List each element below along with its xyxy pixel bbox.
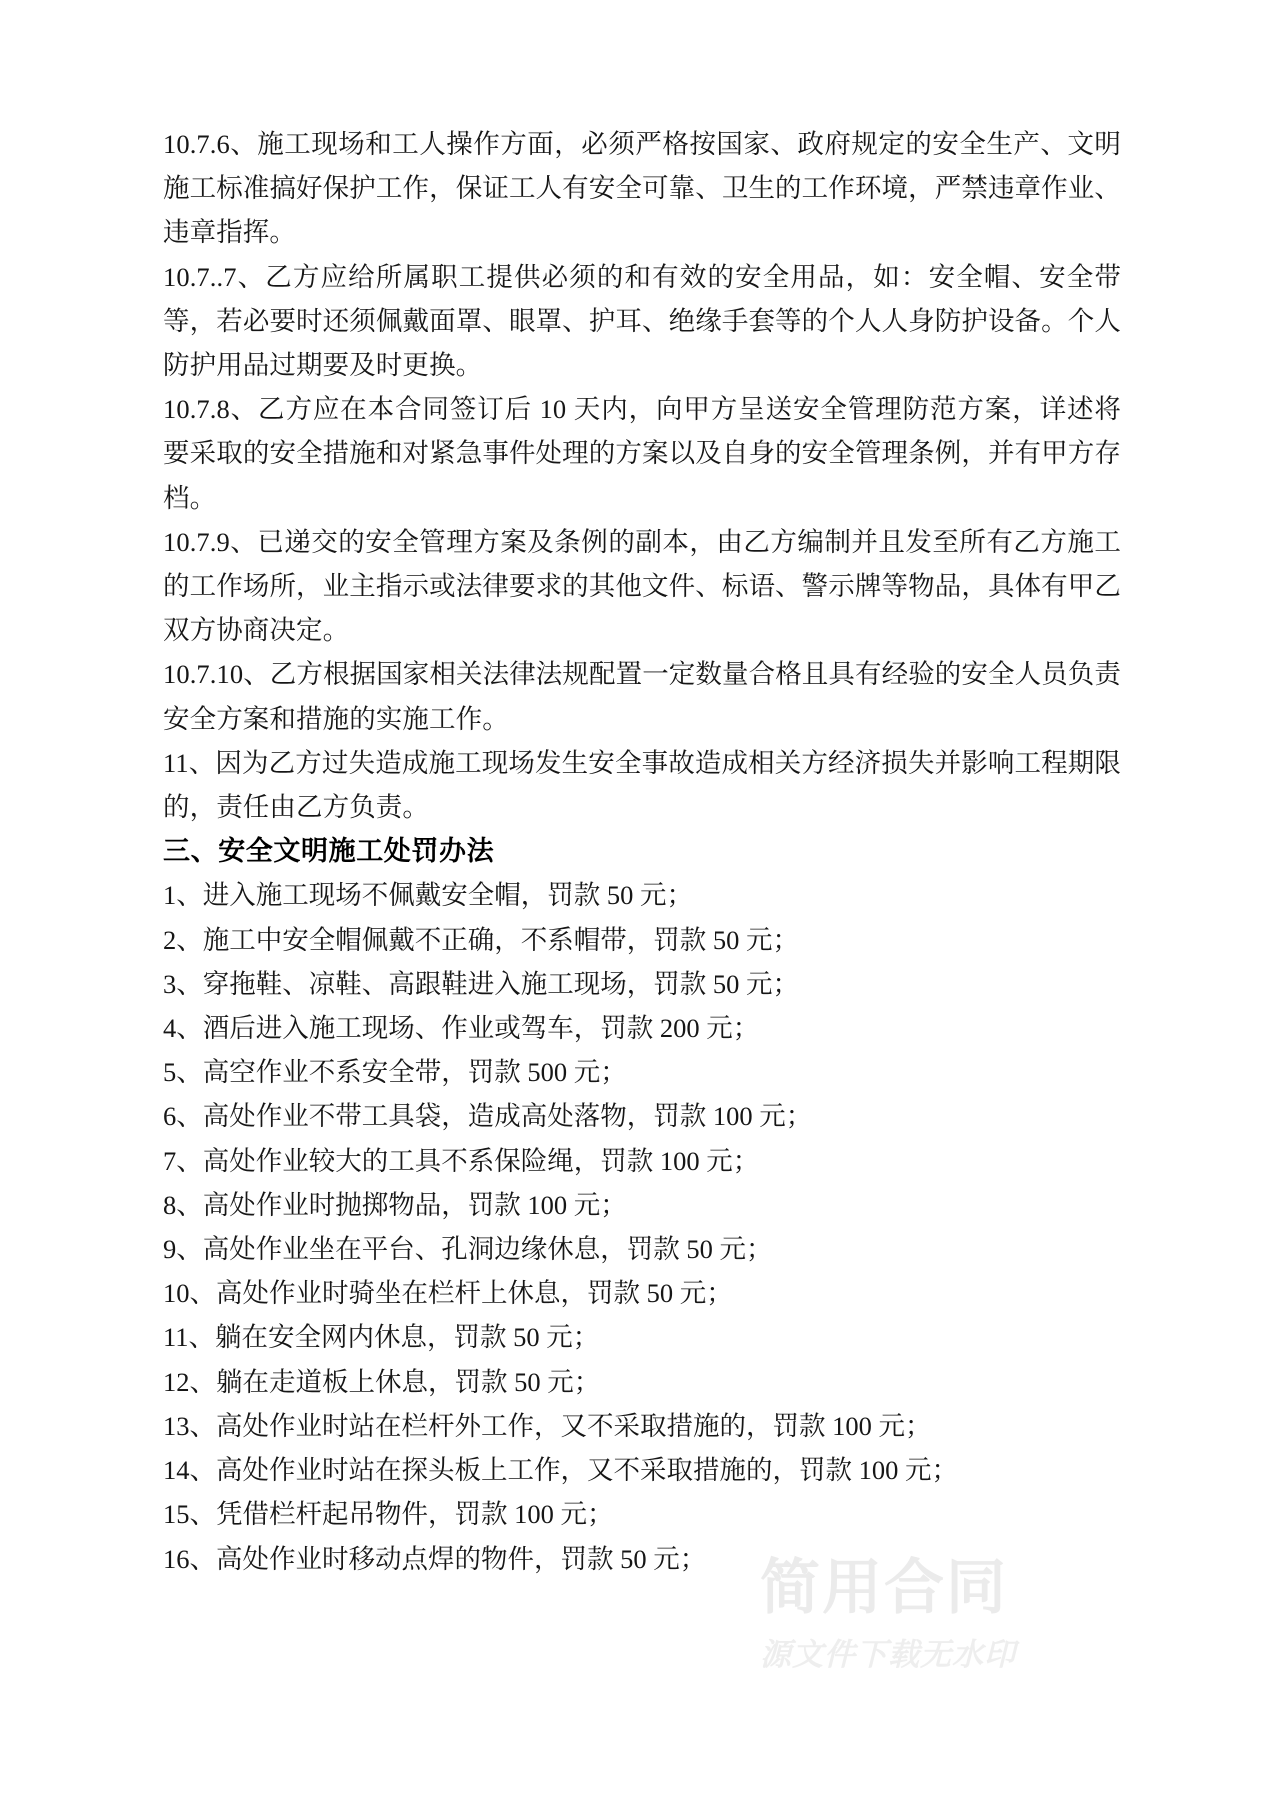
clause-paragraph: 10.7.8、乙方应在本合同签订后 10 天内，向甲方呈送安全管理防范方案，详述将要采取的安全措施和对紧急事件处理的方案以及自身的安全管理条例，并有甲方存档。 xyxy=(163,394,1121,513)
penalty-list-item: 11、躺在安全网内休息，罚款 50 元； xyxy=(163,1322,600,1353)
penalty-list-item: 3、穿拖鞋、凉鞋、高跟鞋进入施工现场，罚款 50 元； xyxy=(163,968,799,999)
penalty-list-item: 1、进入施工现场不佩戴安全帽，罚款 50 元； xyxy=(163,880,693,911)
penalty-list-item: 12、躺在走道板上休息，罚款 50 元； xyxy=(163,1366,601,1397)
document-body xyxy=(163,122,1121,1581)
watermark-brand-text: 简用合同 xyxy=(760,1554,1008,1621)
penalty-list-item: 5、高空作业不系安全带，罚款 500 元； xyxy=(163,1057,627,1088)
clause-paragraph: 10.7.9、已递交的安全管理方案及条例的副本，由乙方编制并且发至所有乙方施工的工作场所，业主指示或法律要求的其他文件、标语、警示牌等物品，具体有甲乙双方协商决定。 xyxy=(163,526,1121,646)
penalty-list-item: 13、高处作业时站在栏杆外工作，又不采取措施的，罚款 100 元； xyxy=(163,1410,932,1441)
clause-paragraph: 10.7.6、施工现场和工人操作方面，必须严格按国家、政府规定的安全生产、文明施工标准搞好保护工作，保证工人有安全可靠、卫生的工作环境，严禁违章作业、违章指挥。 xyxy=(163,129,1121,248)
clause-paragraph: 11、因为乙方过失造成施工现场发生安全事故造成相关方经济损失并影响工程期限的，责任由乙方负责。 xyxy=(163,747,1121,823)
section-heading: 三、安全文明施工处罚办法 xyxy=(163,836,495,867)
penalty-list-item: 4、酒后进入施工现场、作业或驾车，罚款 200 元； xyxy=(163,1013,760,1044)
penalty-list-item: 7、高处作业较大的工具不系保险绳，罚款 100 元； xyxy=(163,1145,760,1176)
penalty-list-item: 9、高处作业坐在平台、孔洞边缘休息，罚款 50 元； xyxy=(163,1234,773,1265)
penalty-list-item: 14、高处作业时站在探头板上工作，又不采取措施的，罚款 100 元； xyxy=(163,1455,958,1486)
penalty-list-item: 15、凭借栏杆起吊物件，罚款 100 元； xyxy=(163,1499,614,1530)
penalty-list-item: 6、高处作业不带工具袋，造成高处落物，罚款 100 元； xyxy=(163,1101,813,1132)
clause-paragraph: 10.7.10、乙方根据国家相关法律法规配置一定数量合格且具有经验的安全人员负责安全方案和措施的实施工作。 xyxy=(163,659,1121,734)
penalty-list-item: 8、高处作业时抛掷物品，罚款 100 元； xyxy=(163,1189,627,1220)
clause-paragraph: 10.7..7、乙方应给所属职工提供必须的和有效的安全用品，如：安全帽、安全带等，若必要时还须佩戴面罩、眼罩、护耳、绝缘手套等的个人人身防护设备。个人防护用品过期要及时更换。 xyxy=(163,261,1121,381)
penalty-list-item: 10、高处作业时骑坐在栏杆上休息，罚款 50 元； xyxy=(163,1278,733,1309)
penalty-list-item: 16、高处作业时移动点焊的物件，罚款 50 元； xyxy=(163,1543,707,1574)
watermark-tagline-text: 源文件下载无水印 xyxy=(760,1637,1016,1672)
penalty-list-item: 2、施工中安全帽佩戴不正确，不系帽带，罚款 50 元； xyxy=(163,924,799,955)
